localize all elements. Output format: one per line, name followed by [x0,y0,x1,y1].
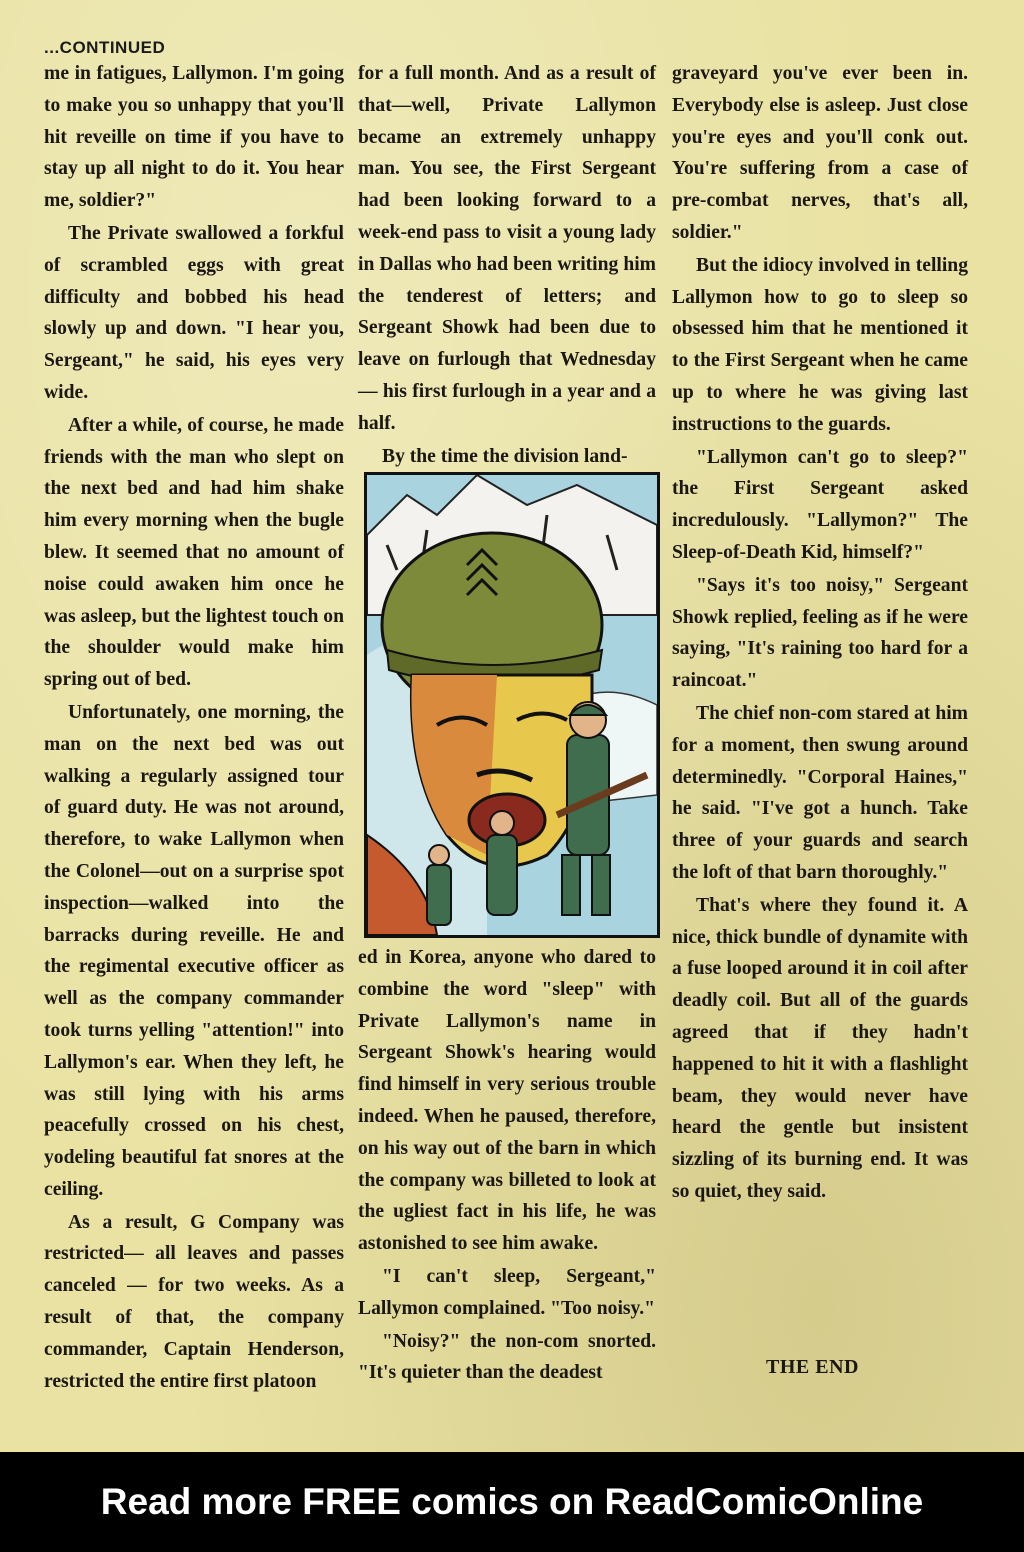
paragraph: me in fatigues, Lallymon. I'm going to make you so unhappy that you'll hit reveille on time if you have to stay up all night to do it. You hear me, soldier?" [44,63,344,212]
footer-banner[interactable] [0,1452,1024,1552]
paragraph: That's where they found it. A nice, thick bundle of dynamite with a fuse looped around it in coil after deadly coil. But all of the guards agreed that if they hadn't happened to hit it with a flashlight beam, they would never have heard the gentle but insistent sizzling of its burning end. It was so quiet, they said. [672,894,968,1202]
paragraph: "Says it's too noisy," Sergeant Showk replied, feeling as if he were saying, "It's raining too hard for a raincoat." [672,574,968,692]
paragraph: graveyard you've ever been in. Everybody else is asleep. Just close you're eyes and you'll conk out. You're suffering from a case of pre-combat nerves, that's all, soldier." [672,63,968,243]
paragraph: ed in Korea, anyone who dared to combine the word "sleep" with Private Lallymon's name in Sergeant Showk's hearing would find himself in very serious trouble indeed. When he paused, therefore, on his way out of the barn in which the company was billeted to look at the ugliest fact in his life, he was astonished to see him awake. [358,947,656,1255]
paragraph: The chief non-com stared at him for a moment, then swung around determinedly. "Corporal Haines," he said. "I've got a hunch. Take three of your guards and search the loft of that barn thoroughly." [672,702,968,883]
soldier-illustration [367,475,657,935]
paragraph: As a result, G Company was restricted— all leaves and passes canceled — for two weeks. As a result of that, the company commander, Captain Henderson, restricted the entire first platoon [44,1211,344,1392]
paragraph: Unfortunately, one morning, the man on the next bed was out walking a regularly assigned tour of guard duty. He was not around, therefore, to wake Lallymon when the Colonel—out on a surprise spot inspection—walked into the barracks during reveille. He and the regimental executive officer as well as the company commander took turns yelling "attention!" into Lallymon's ear. When they left, he was still lying with his arms peacefully crossed on his chest, yodeling beautiful fat snores at the ceiling. [44,701,344,1200]
comic-illustration-panel [364,472,660,938]
footer-banner-text[interactable]: Read more FREE comics on ReadComicOnline [100,1481,924,1522]
paragraph: "I can't sleep, Sergeant," Lallymon complained. "Too noisy." [358,1265,656,1319]
continued-label: ...CONTINUED [44,38,166,57]
text-column-2-bottom [358,942,656,1389]
paragraph: By the time the division land- [382,445,628,467]
paragraph: "Noisy?" the non-com snorted. "It's quieter than the deadest [358,1330,656,1384]
paragraph: But the idiocy involved in telling Lallymon how to go to sleep so obsessed him that he mentioned it to the First Sergeant when he came up to where he was giving last instructions to the guards. [672,254,968,435]
text-column-1 [44,58,344,1397]
paragraph: The Private swallowed a forkful of scrambled eggs with great difficulty and bobbed his head slowly up and down. "I hear you, Sergeant," he said, his eyes very wide. [44,222,344,403]
text-column-2-top [358,58,656,472]
text-column-3 [672,58,968,1208]
paragraph: for a full month. And as a result of that—well, Private Lallymon became an extremely unhappy man. You see, the First Sergeant had been looking forward to a week-end pass to visit a young lady in Dallas who had been writing him the tenderest of letters; and Sergeant Showk had been due to leave on furlough that Wednesday — his first furlough in a year and a half. [358,63,656,434]
paragraph: "Lallymon can't go to sleep?" the First Sergeant asked incredulously. "Lallymon?" The Sleep-of-Death Kid, himself?" [672,446,968,563]
the-end-label: THE END [766,1356,859,1378]
paragraph: After a while, of course, he made friends with the man who slept on the next bed and had him shake him every morning when the bugle blew. It seemed that no amount of noise could awaken him once he was asleep, but the lightest touch on the shoulder would make him spring out of bed. [44,414,344,691]
